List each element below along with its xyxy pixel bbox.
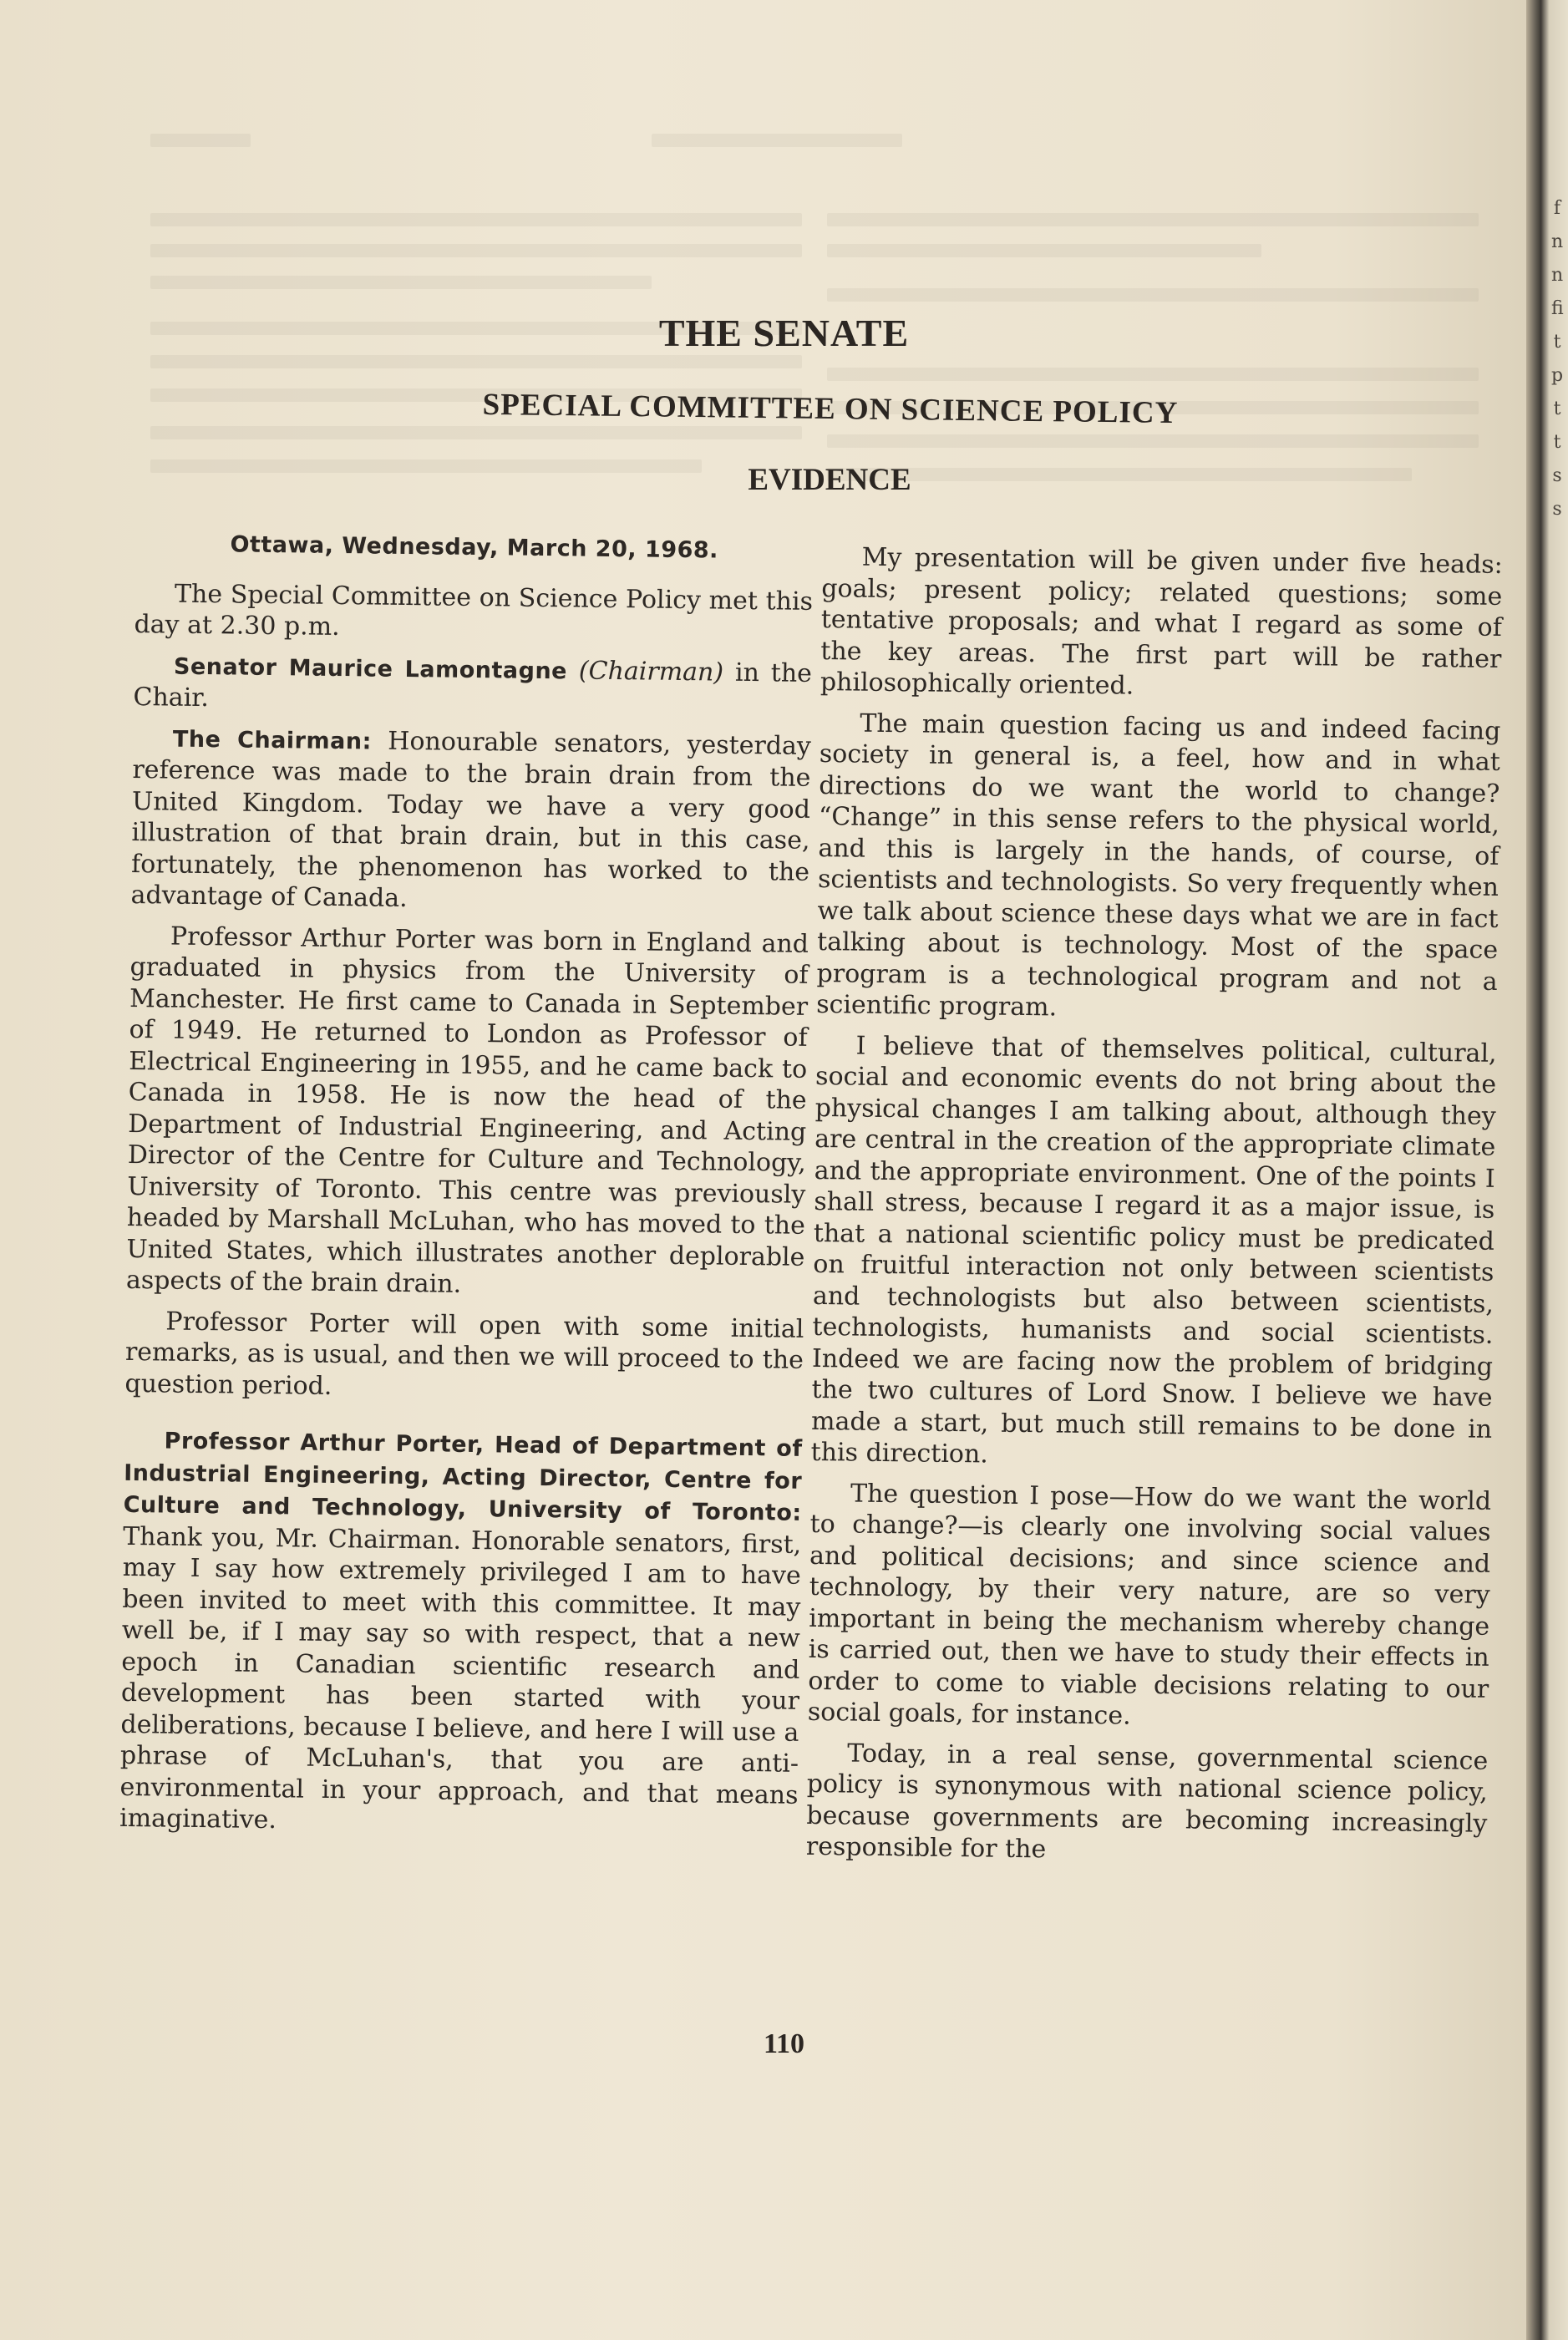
right-text-column: [806, 541, 1503, 1880]
paragraph-procedure: Professor Porter will open with some initial remarks, as is usual, and then we will proceed to the question period.: [124, 1307, 804, 1401]
left-text-column: [119, 528, 814, 1851]
speaker-name: Senator Maurice Lamontagne: [173, 653, 568, 684]
paragraph-chairman-remarks: [130, 722, 811, 919]
speaker-role: (Chairman): [578, 656, 724, 688]
paragraph-social-values: The question I pose—How do we want the world to change?—is clearly one involving social values and political decisions; and since science and technology, by their very nature, are so very important in being the mechanism whereby change is carried out, then we have to study their effects in order to come to viable decisions relating to our social goals, for instance.: [807, 1479, 1492, 1731]
section-heading: EVIDENCE: [748, 463, 911, 497]
paragraph-meeting: The Special Committee on Science Policy met this day at 2.30 p.m.: [134, 579, 814, 642]
paragraph-text: Thank you, Mr. Chairman. Honorable senators, first, may I say how extremely privileged I am to have been invited to meet with this committee. It may well be, if I may say so with respect, that a new epoch in Canadian scientific research and development has been started with your deliberations, because I believe, and here I will use a phrase of McLuhan's, that you are anti-environmental in your approach, and that means imaginative.: [119, 1521, 802, 1835]
paragraph-porter-opening: [119, 1424, 803, 1842]
paragraph-governmental-policy: Today, in a real sense, governmental science policy is synonymous with national science policy, because governments are becoming increasingly responsible for the: [805, 1738, 1489, 1865]
paragraph-chair: [133, 649, 812, 721]
paragraph-text: in the Chair.: [133, 657, 813, 713]
document-title: THE SENATE: [658, 312, 910, 354]
adjacent-page-edge-text: f n n fi t p t t s s: [1551, 198, 1564, 520]
paragraph-presentation-heads: My presentation will be given under five heads: goals; present policy; related questions; some tentative proposals; and what I regard as some of the key areas. The first part will be rather philosophically oriented.: [820, 542, 1503, 701]
dateline: Ottawa, Wednesday, March 20, 1968.: [230, 531, 719, 564]
paragraph-main-question: The main question facing us and indeed facing society in general is, a feel, how and in what directions do we want the world to change? “Change” in this sense refers to the physical world, and this is largely in the hands, of course, of scientists and technologists. So very frequently when we talk about science these days what we are in fact talking about is technology. Most of the space program is a technological program and not a scientific program.: [816, 708, 1501, 1023]
paragraph-text: Honourable senators, yesterday reference was made to the brain drain from the United Kingdom. Today we have a very good illustration of that brain drain, but in this case, fortunately, the phenomenon has worked to the advantage of Canada.: [130, 725, 812, 914]
speaker-name: The Chairman:: [172, 726, 373, 754]
committee-heading: SPECIAL COMMITTEE ON SCIENCE POLICY: [482, 387, 1179, 431]
paragraph-interaction: I believe that of themselves political, cultural, social and economic events do not bring about the physical changes I am talking about, although they are central in the creation of the appropriate climate and the appropriate environment. One of the points I shall stress, because I regard it as a major issue, is that a national scientific policy must be predicated on fruitful interaction not only between scientists and technologists but also between scientists, technologists, humanists and social scientists. Indeed we are facing now the problem of bridging the two cultures of Lord Snow. I believe we have made a start, but much still remains to be done in this direction.: [810, 1031, 1497, 1469]
page-number: 110: [763, 2028, 805, 2059]
paragraph-porter-bio: Professor Arthur Porter was born in England and graduated in physics from the University of Manchester. He first came to Canada in September of 1949. He returned to London as Professor of Electrical Engineering in 1955, and he came back to Canada in 1958. He is now the head of the Department of Industrial Engineering, and Acting Director of the Centre for Culture and Technology, University of Toronto. This centre was previously headed by Marshall McLuhan, who has moved to the United States, which illustrates another deplorable aspects of the brain drain.: [125, 921, 809, 1299]
speaker-name: Professor Arthur Porter, Head of Department of Industrial Engineering, Acting Director, Centre for Culture and Technology, University of Toronto:: [123, 1428, 803, 1526]
